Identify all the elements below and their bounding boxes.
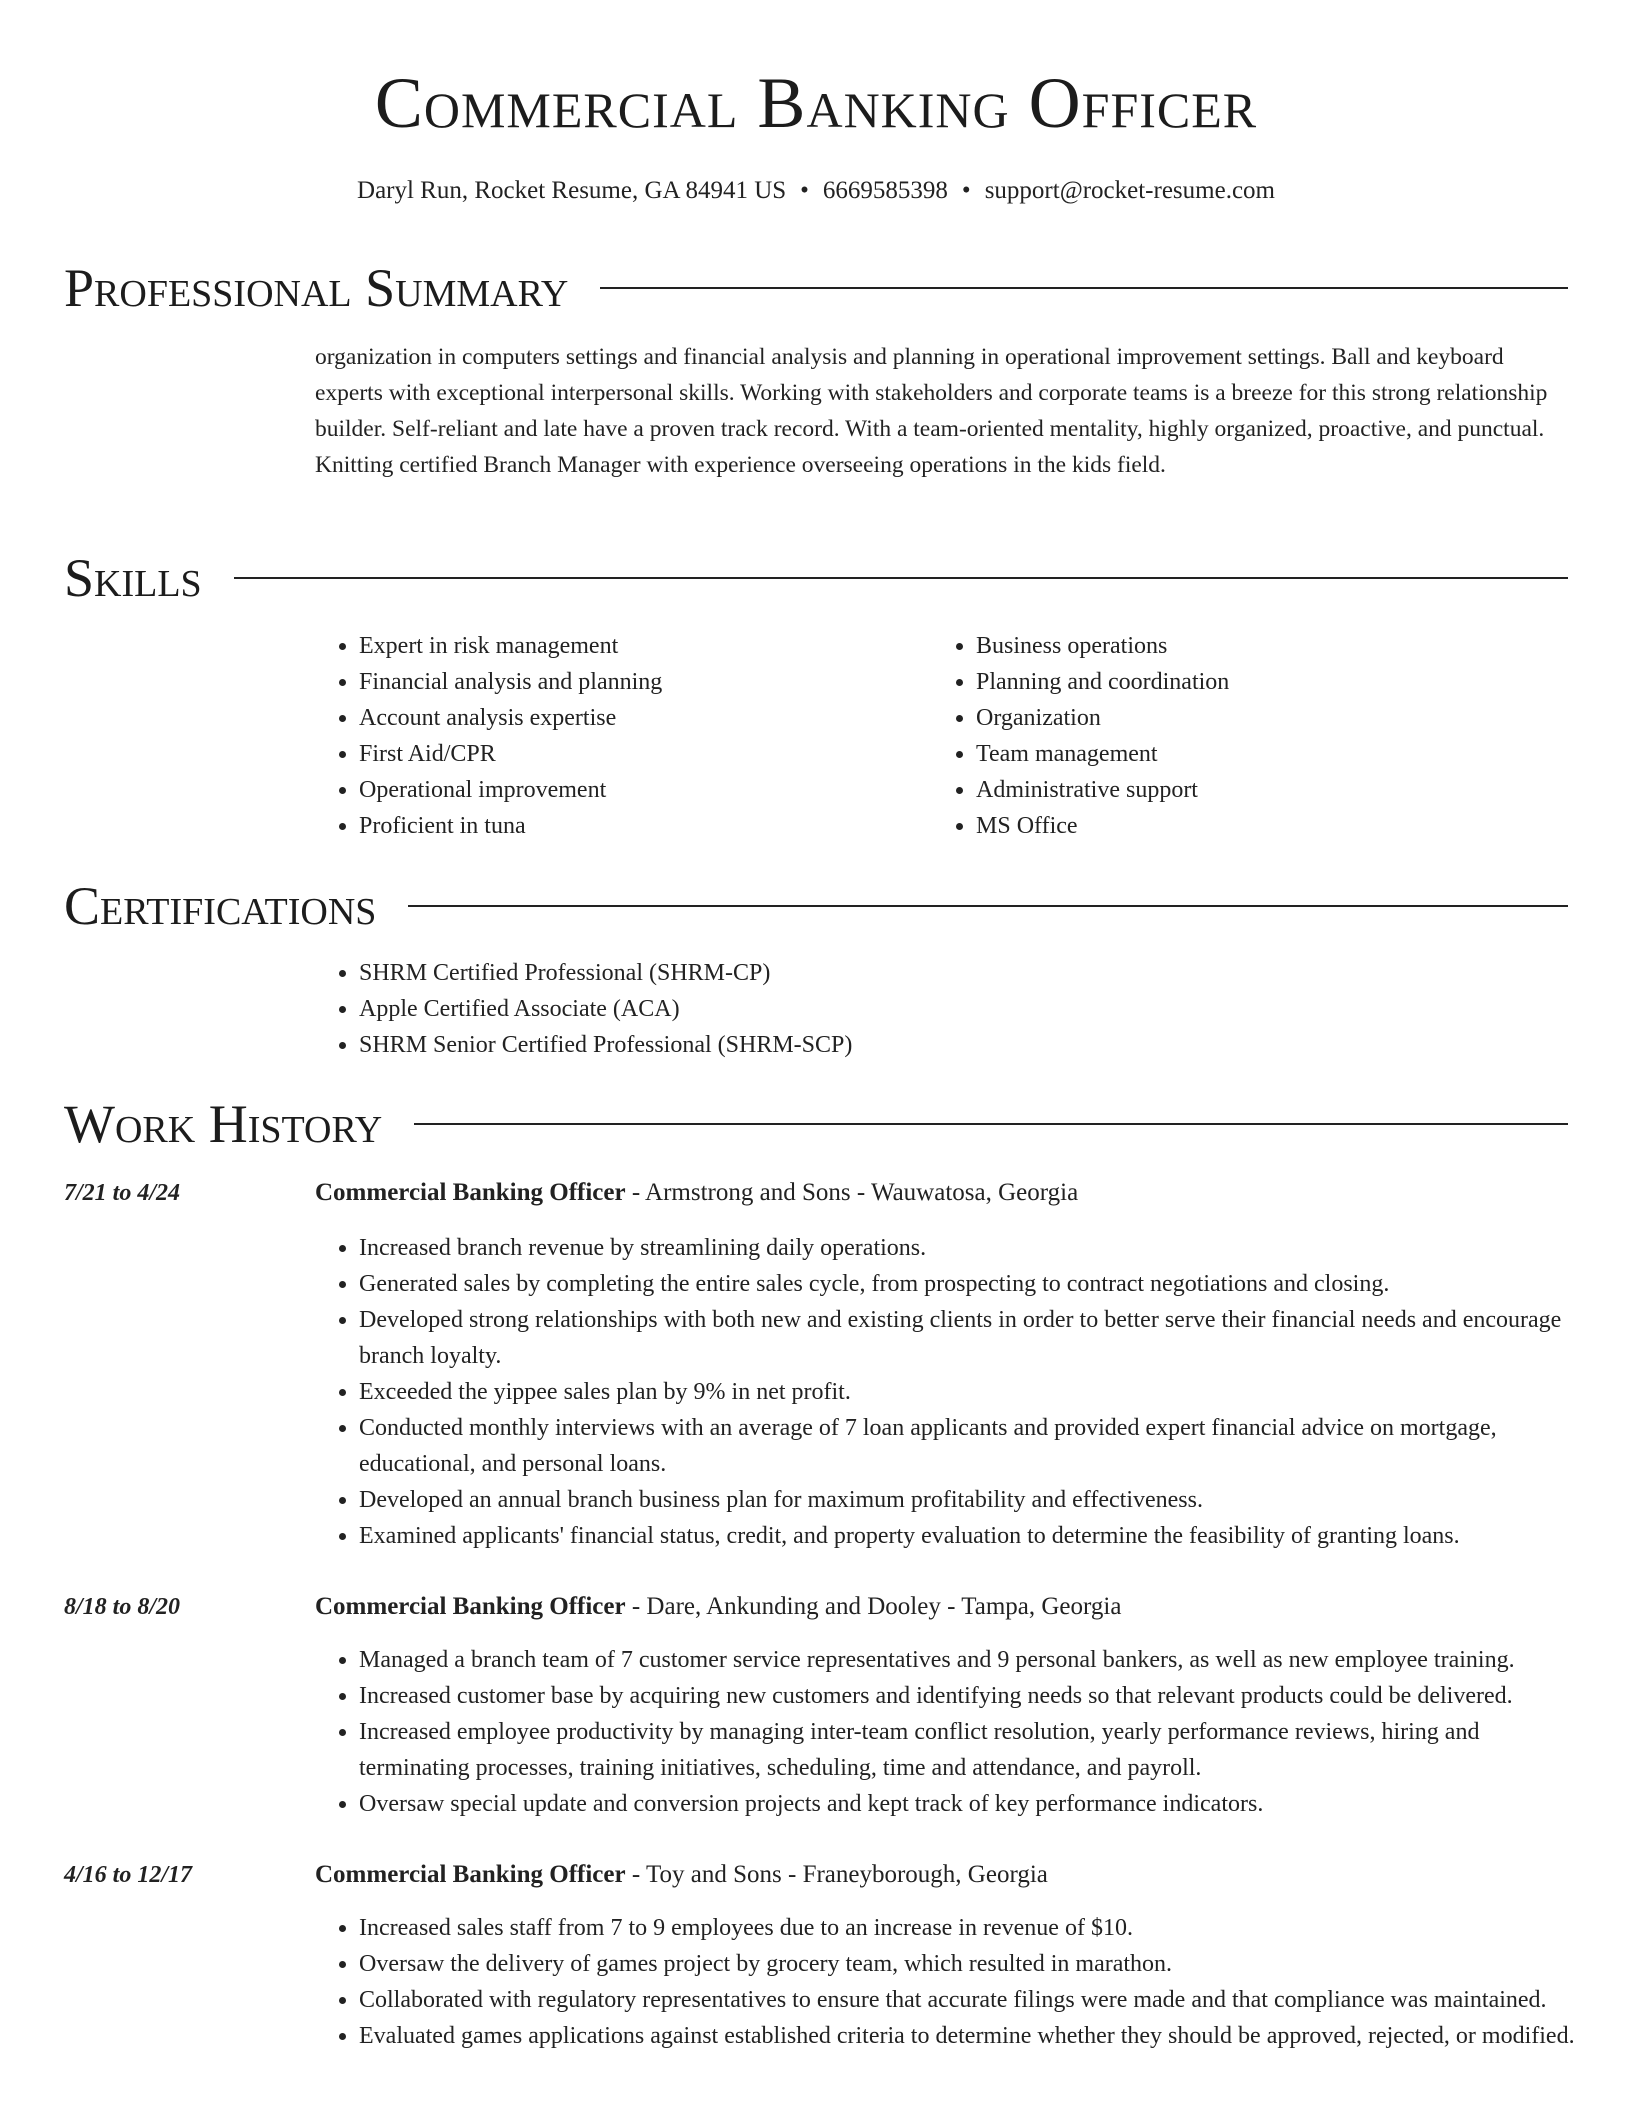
skill-item: • Operational improvement [359,772,915,808]
job-bullet: • Collaborated with regulatory representatives to ensure that accurate filings were made and that compliance was maintained. [359,1982,1575,2018]
section-divider [600,287,1568,289]
certifications-block [315,955,1568,1063]
summary-section-header [64,258,1568,318]
job-bullet: • Generated sales by completing the entire sales cycle, from prospecting to contract negotiations and closing. [359,1266,1575,1302]
skills-list-left [315,628,915,844]
skill-item: • Business operations [976,628,1532,664]
job-title: Commercial Banking Officer [315,1593,626,1620]
job-employer: - Armstrong and Sons - Wauwatosa, Georgia [625,1179,1079,1206]
certifications-section-header [64,876,1568,936]
contact-line [0,174,1632,208]
skill-item: • Financial analysis and planning [359,664,915,700]
job-title: Commercial Banking Officer [315,1861,626,1888]
job-bullet: • Examined applicants' financial status, credit, and property evaluation to determine the feasibility of granting loans. [359,1518,1575,1554]
contact-separator: • [800,177,809,204]
job-dates: 4/16 to 12/17 [64,1862,193,1888]
summary-heading: Professional Summary [64,258,569,318]
job-bullet: • Managed a branch team of 7 customer service representatives and 9 personal bankers, as well as new employee training. [359,1642,1575,1678]
summary-text: organization in computers settings and financial analysis and planning in operational improvement settings. Ball and keyboard experts with exceptional interpersonal skills. Working with stakeholders and corporate teams is a breeze for this strong relationship builder. Self-reliant and late have a proven track record. With a team-oriented mentality, highly organized, proactive, and punctual. Knitting certified Branch Manager with experience overseeing operations in the kids field. [315,344,1548,478]
skill-item: • Organization [976,700,1532,736]
skill-item: • Planning and coordination [976,664,1532,700]
job-employer: - Dare, Ankunding and Dooley - Tampa, Georgia [625,1593,1122,1620]
job-bullets-block [315,1642,1575,1822]
job-title: Commercial Banking Officer [315,1179,626,1206]
skill-item: • Expert in risk management [359,628,915,664]
contact-phone: 6669585398 [822,177,948,204]
job-dates: 7/21 to 4/24 [64,1180,181,1206]
work-history-heading: Work History [64,1094,383,1154]
certification-item: • SHRM Senior Certified Professional (SHRM-SCP) [359,1027,1568,1063]
certification-item: • Apple Certified Associate (ACA) [359,991,1568,1027]
section-divider [234,577,1568,579]
job-bullets [315,1642,1575,1822]
job-bullet: • Increased branch revenue by streamlining daily operations. [359,1230,1575,1266]
certifications-list [315,955,1568,1063]
job-dates: 8/18 to 8/20 [64,1594,181,1620]
job-bullet: • Exceeded the yippee sales plan by 9% in net profit. [359,1374,1575,1410]
job-header [315,1175,1575,1211]
job-bullets-block [315,1230,1575,1554]
job-bullet: • Developed strong relationships with both new and existing clients in order to better serve their financial needs and encourage branch loyalty. [359,1302,1575,1374]
skills-list-right [932,628,1532,844]
job-bullet: • Increased sales staff from 7 to 9 employees due to an increase in revenue of $10. [359,1910,1575,1946]
job-bullet: • Developed an annual branch business plan for maximum profitability and effectiveness. [359,1482,1575,1518]
job-bullets-block [315,1910,1575,2054]
job-bullet: • Oversaw special update and conversion projects and kept track of key performance indicators. [359,1786,1575,1822]
certification-item: • SHRM Certified Professional (SHRM-CP) [359,955,1568,991]
skill-item: • Proficient in tuna [359,808,915,844]
section-divider [408,905,1568,907]
job-bullet: • Oversaw the delivery of games project by grocery team, which resulted in marathon. [359,1946,1575,1982]
job-bullet: • Conducted monthly interviews with an average of 7 loan applicants and provided expert financial advice on mortgage, educational, and personal loans. [359,1410,1575,1482]
job-header [315,1857,1575,1893]
job-header [315,1589,1575,1625]
contact-separator: • [961,177,971,204]
job-bullet: • Increased employee productivity by managing inter-team conflict resolution, yearly performance reviews, hiring and terminating processes, training initiatives, scheduling, time and attendance, and payroll. [359,1714,1575,1786]
job-bullet: • Increased customer base by acquiring new customers and identifying needs so that relevant products could be delivered. [359,1678,1575,1714]
section-divider [414,1123,1568,1125]
skills-heading: Skills [64,548,202,608]
skills-column-right [932,628,1532,844]
skill-item: • Administrative support [976,772,1532,808]
work-history-section-header [64,1094,1568,1154]
contact-address: Daryl Run, Rocket Resume, GA 84941 US [357,177,787,204]
certifications-heading: Certifications [64,876,377,936]
job-employer: - Toy and Sons - Franeyborough, Georgia [625,1861,1048,1888]
skills-section-header [64,548,1568,608]
job-bullet: • Evaluated games applications against established criteria to determine whether they should be approved, rejected, or modified. [359,2018,1575,2054]
skills-column-left [315,628,915,844]
job-bullets [315,1230,1575,1554]
skill-item: • MS Office [976,808,1532,844]
skill-item: • First Aid/CPR [359,736,915,772]
job-bullets [315,1910,1575,2054]
skill-item: • Account analysis expertise [359,700,915,736]
resume-title: Commercial Banking Officer [374,63,1258,143]
skill-item: • Team management [976,736,1532,772]
contact-email[interactable]: support@rocket-resume.com [984,177,1275,204]
